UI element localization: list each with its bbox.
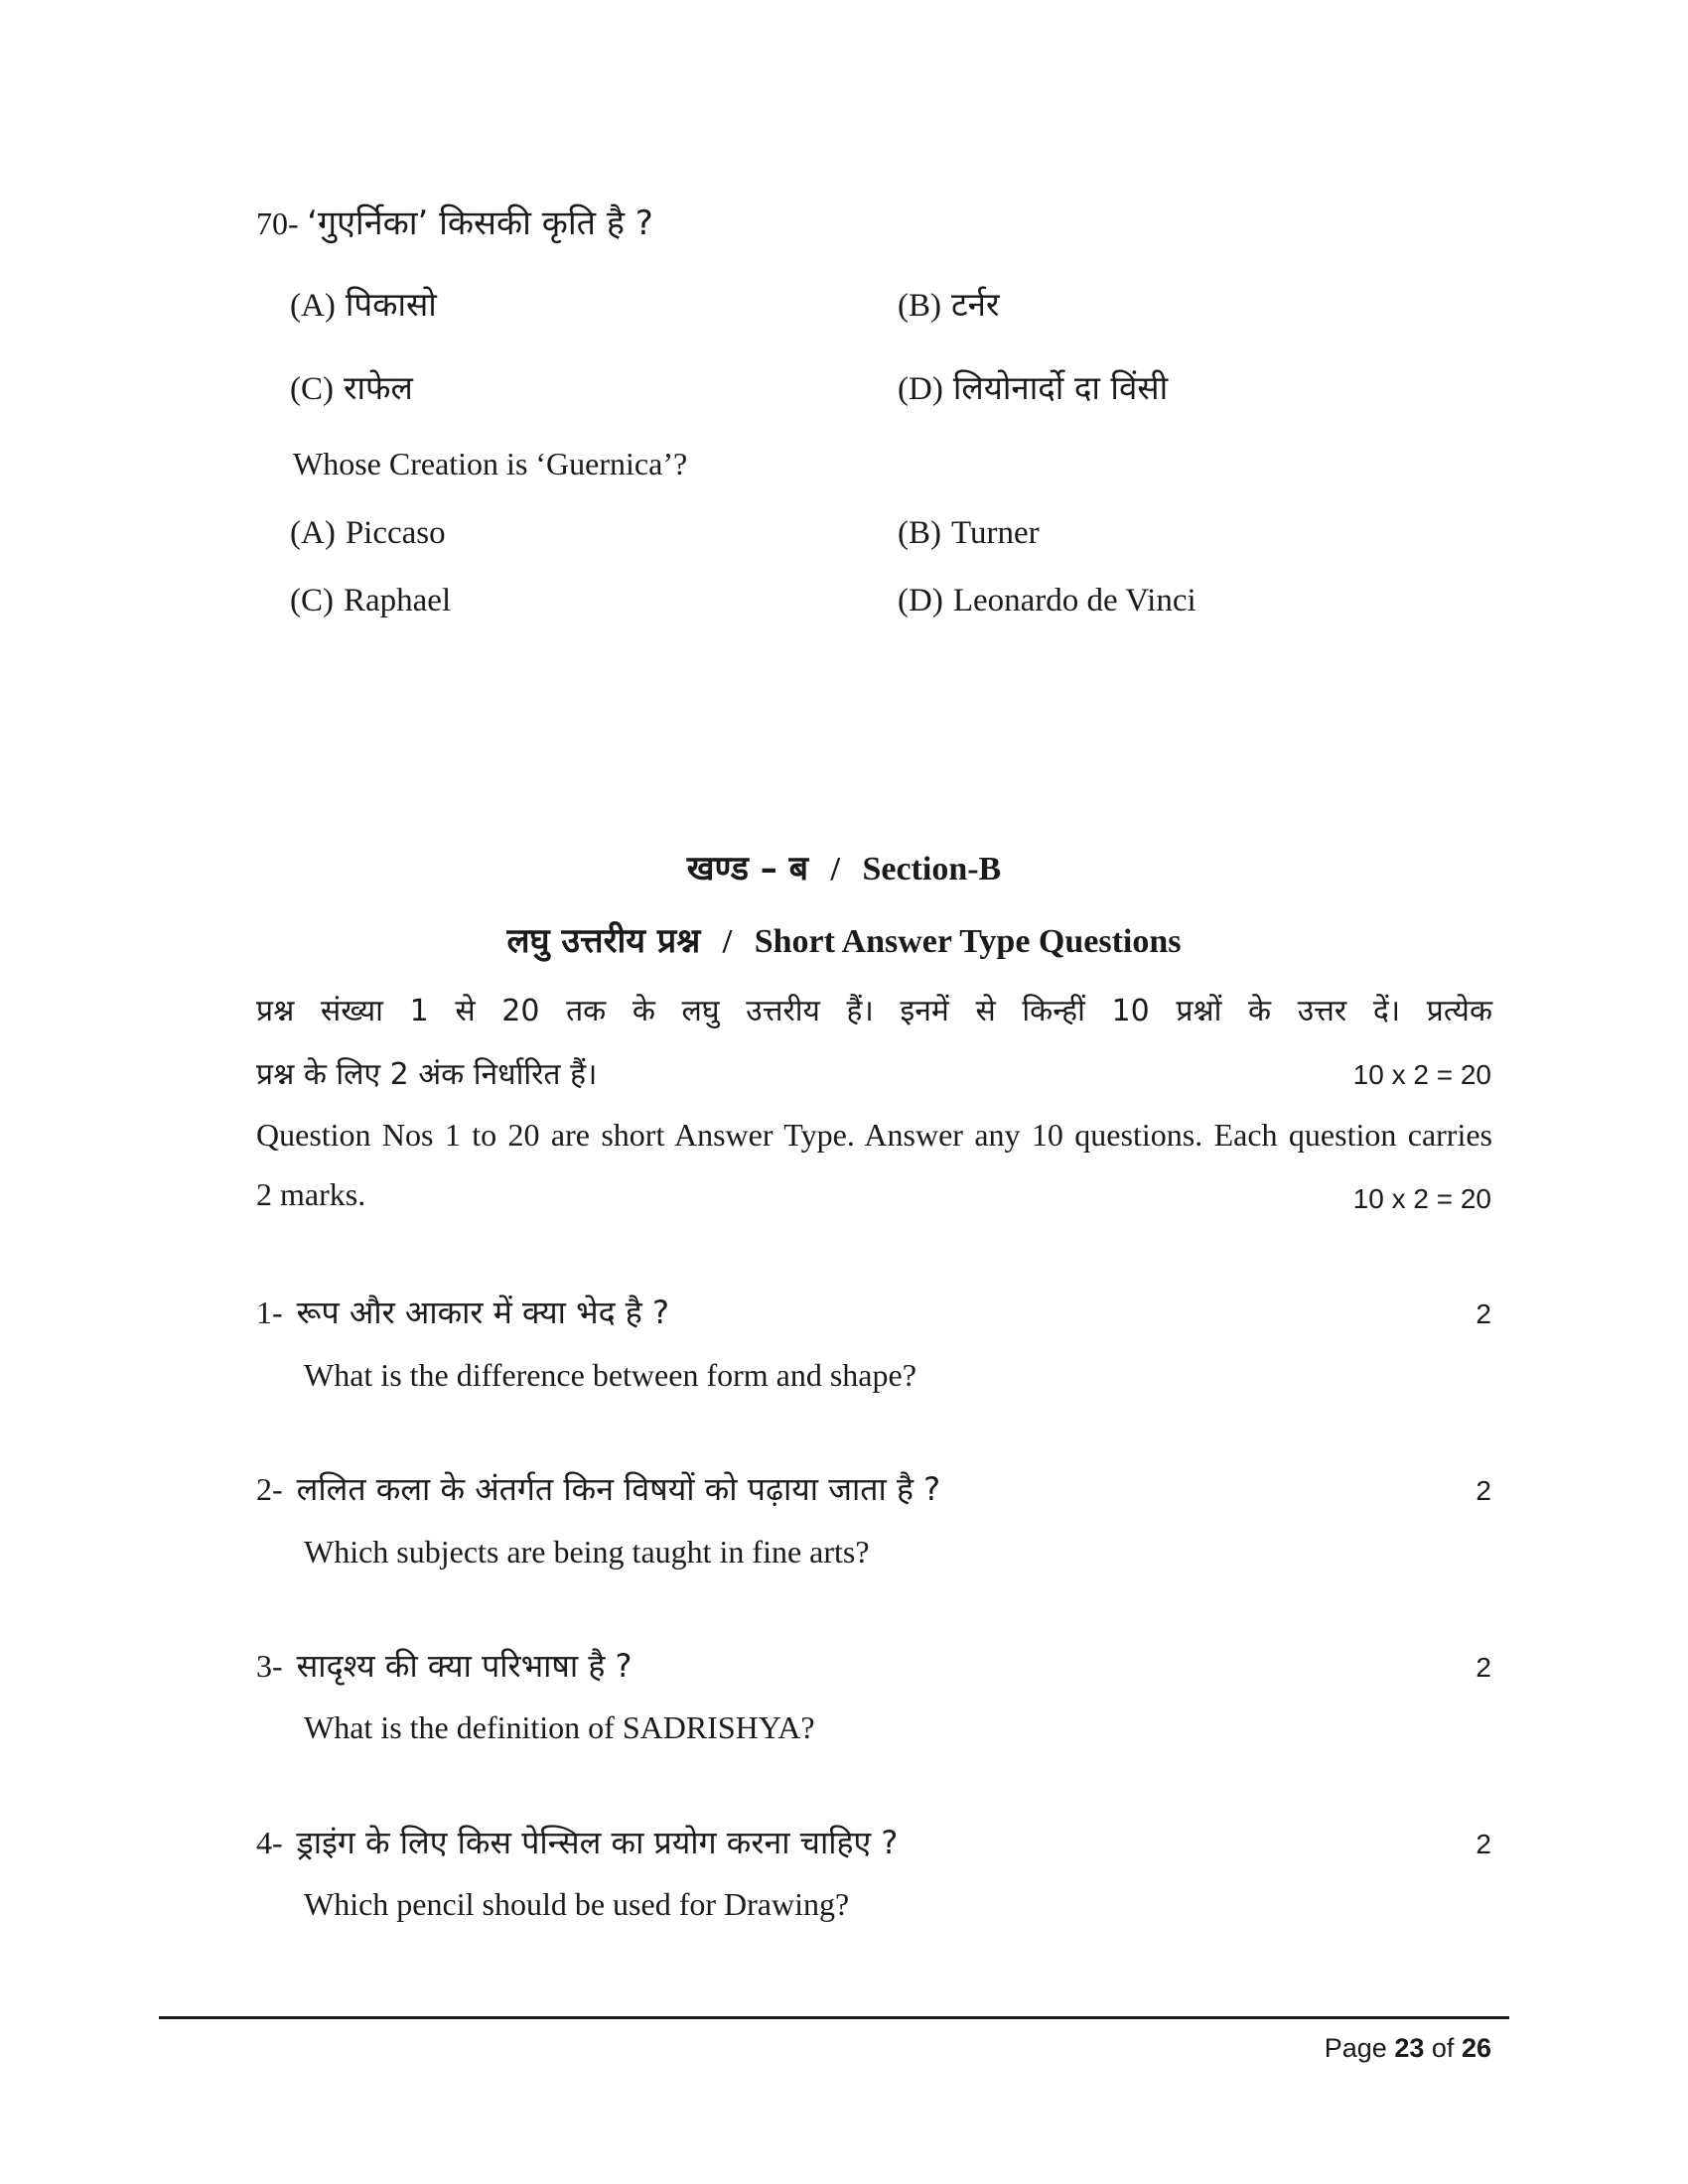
instructions-english-line2: 2 marks. [256,1176,366,1212]
question-text-hindi: ‘गुएर्निका’ किसकी कृति है ? [307,204,653,243]
option-d-hindi: (D) लियोनार्दो दा विंसी [898,368,1169,407]
question-number: 70- [256,205,299,241]
option-a-hindi: (A) पिकासो [290,285,437,324]
question-number: 2- [256,1471,283,1507]
question-3-english: What is the definition of SADRISHYA? [304,1709,815,1745]
question-70-hindi [256,199,653,244]
instructions-english-line1: Question Nos 1 to 20 are short Answer Type. Answer any 10 questions. Each question carries [256,1117,1492,1153]
question-number: 3- [256,1648,283,1684]
option-b-hindi: (B) टर्नर [898,285,1000,324]
question-2-english: Which subjects are being taught in fine arts? [304,1534,870,1570]
option-b-english: (B) Turner [898,515,1040,551]
question-text-hindi: ड्राइंग के लिए किस पेन्सिल का प्रयोग करना चाहिए ? [296,1824,899,1861]
question-text-hindi: सादृश्य की क्या परिभाषा है ? [296,1647,633,1685]
question-4 [256,1821,898,1863]
footer-divider [159,2016,1509,2019]
instructions-hindi-line2: प्रश्न के लिए 2 अंक निर्धारित हैं। [256,1057,598,1092]
question-4-english: Which pencil should be used for Drawing? [304,1886,850,1922]
instructions-hindi-line1: प्रश्न संख्या 1 से 20 तक के लघु उत्तरीय हैं। इनमें से किन्हीं 10 प्रश्नों के उत्तर दें। प्रत्येक [256,994,1492,1028]
question-text-hindi: ललित कला के अंतर्गत किन विषयों को पढ़ाया जाता है ? [296,1470,941,1508]
question-4-marks: 2 [1476,1829,1491,1859]
question-70-english: Whose Creation is ‘Guernica’? [293,446,688,481]
section-title: खण्ड – ब / Section-B [686,849,1002,888]
page-number: Page 23 of 26 [1324,2033,1491,2063]
question-2 [256,1467,940,1510]
question-3-marks: 2 [1476,1652,1491,1683]
option-c-hindi: (C) राफेल [290,368,413,407]
option-d-english: (D) Leonardo de Vinci [898,583,1196,618]
option-c-english: (C) Raphael [290,583,452,618]
instructions-hindi-marks: 10 x 2 = 20 [1352,1059,1491,1090]
instructions-english-marks: 10 x 2 = 20 [1352,1183,1491,1214]
question-1-marks: 2 [1476,1298,1491,1329]
question-number: 1- [256,1295,283,1330]
question-number: 4- [256,1825,283,1860]
question-2-marks: 2 [1476,1475,1491,1506]
question-3 [256,1644,633,1687]
section-subtitle: लघु उत्तरीय प्रश्न / Short Answer Type Questions [506,921,1182,961]
question-text-hindi: रूप और आकार में क्या भेद है ? [296,1294,669,1331]
option-a-english: (A) Piccaso [290,515,446,551]
question-1 [256,1291,669,1333]
question-1-english: What is the difference between form and shape? [304,1357,916,1393]
